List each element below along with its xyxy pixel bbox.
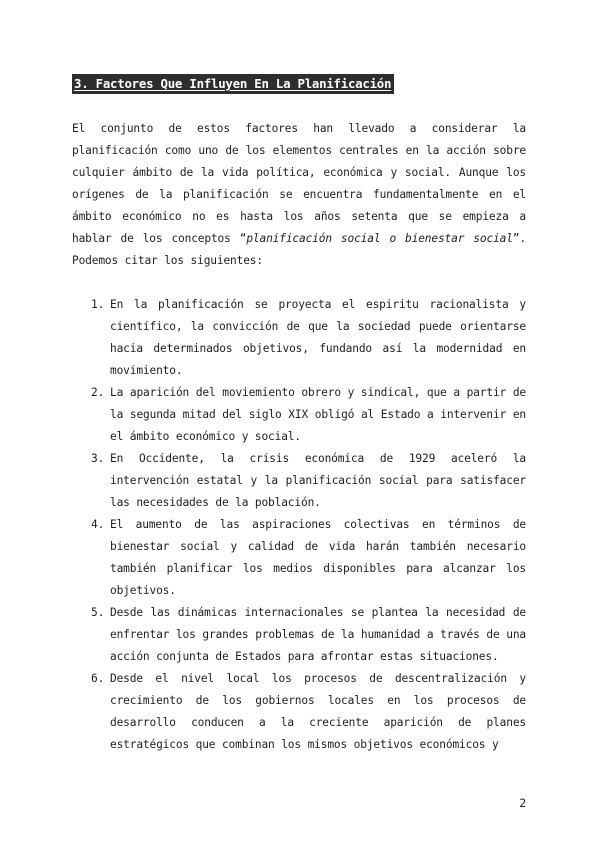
intro-text-before: El conjunto de estos factores han llevado a considerar la planificación como uno de los elementos centrales en la acción sobre culquier ámbito de la vida política, económica y social. Aunque los orígenes de la planificación se encuentra fundamentalmente en el ámbito económico no es hasta los años setenta que se empieza a hablar de los conceptos “ — [72, 122, 526, 245]
list-item-number: 4. — [91, 518, 105, 531]
list-item-text: La aparición del moviemiento obrero y sindical, que a partir de la segunda mitad del siglo XIX obligó al Estado a intervenir en el ámbito económico y social. — [110, 386, 526, 443]
list-item-number: 6. — [91, 672, 105, 685]
list-item-text: En la planificación se proyecta el espiritu racionalista y científico, la convicción de que la sociedad puede orientarse hacia determinados objetivos, fundando así la modernidad en movimiento. — [110, 298, 526, 377]
list-item — [72, 514, 526, 602]
list-item-text: El aumento de las aspiraciones colectivas en términos de bienestar social y calidad de vida harán también necesario también planificar los medios disponibles para alcanzar los objetivos. — [110, 518, 526, 597]
list-item — [72, 294, 526, 382]
list-item-text: En Occidente, la crisis económica de 1929 aceleró la intervención estatal y la planificación social para satisfacer las necesidades de la población. — [110, 452, 526, 509]
list-item-number: 2. — [91, 386, 105, 399]
intro-emphasis: planificación social o bienestar social — [246, 232, 513, 245]
list-item-number: 1. — [91, 298, 105, 311]
list-item — [72, 382, 526, 448]
list-item — [72, 448, 526, 514]
section-heading: 3. Factores Que Influyen En La Planificación — [72, 74, 394, 94]
list-item-text: Desde el nivel local los procesos de descentralización y crecimiento de los gobiernos locales en los procesos de desarrollo conducen a la creciente aparición de planes estratégicos que combinan los mismos objetivos económicos y — [110, 672, 526, 751]
list-item-number: 5. — [91, 606, 105, 619]
factors-list — [72, 294, 526, 756]
list-item-text: Desde las dinámicas internacionales se plantea la necesidad de enfrentar los grandes problemas de la humanidad a través de una acción conjunta de Estados para afrontar estas situaciones. — [110, 606, 526, 663]
intro-paragraph — [72, 118, 526, 272]
intro-text-after: ”. Podemos citar los siguientes: — [72, 232, 526, 267]
list-item — [72, 602, 526, 668]
list-item — [72, 668, 526, 756]
list-item-number: 3. — [91, 452, 105, 465]
page-number: 2 — [519, 797, 526, 810]
